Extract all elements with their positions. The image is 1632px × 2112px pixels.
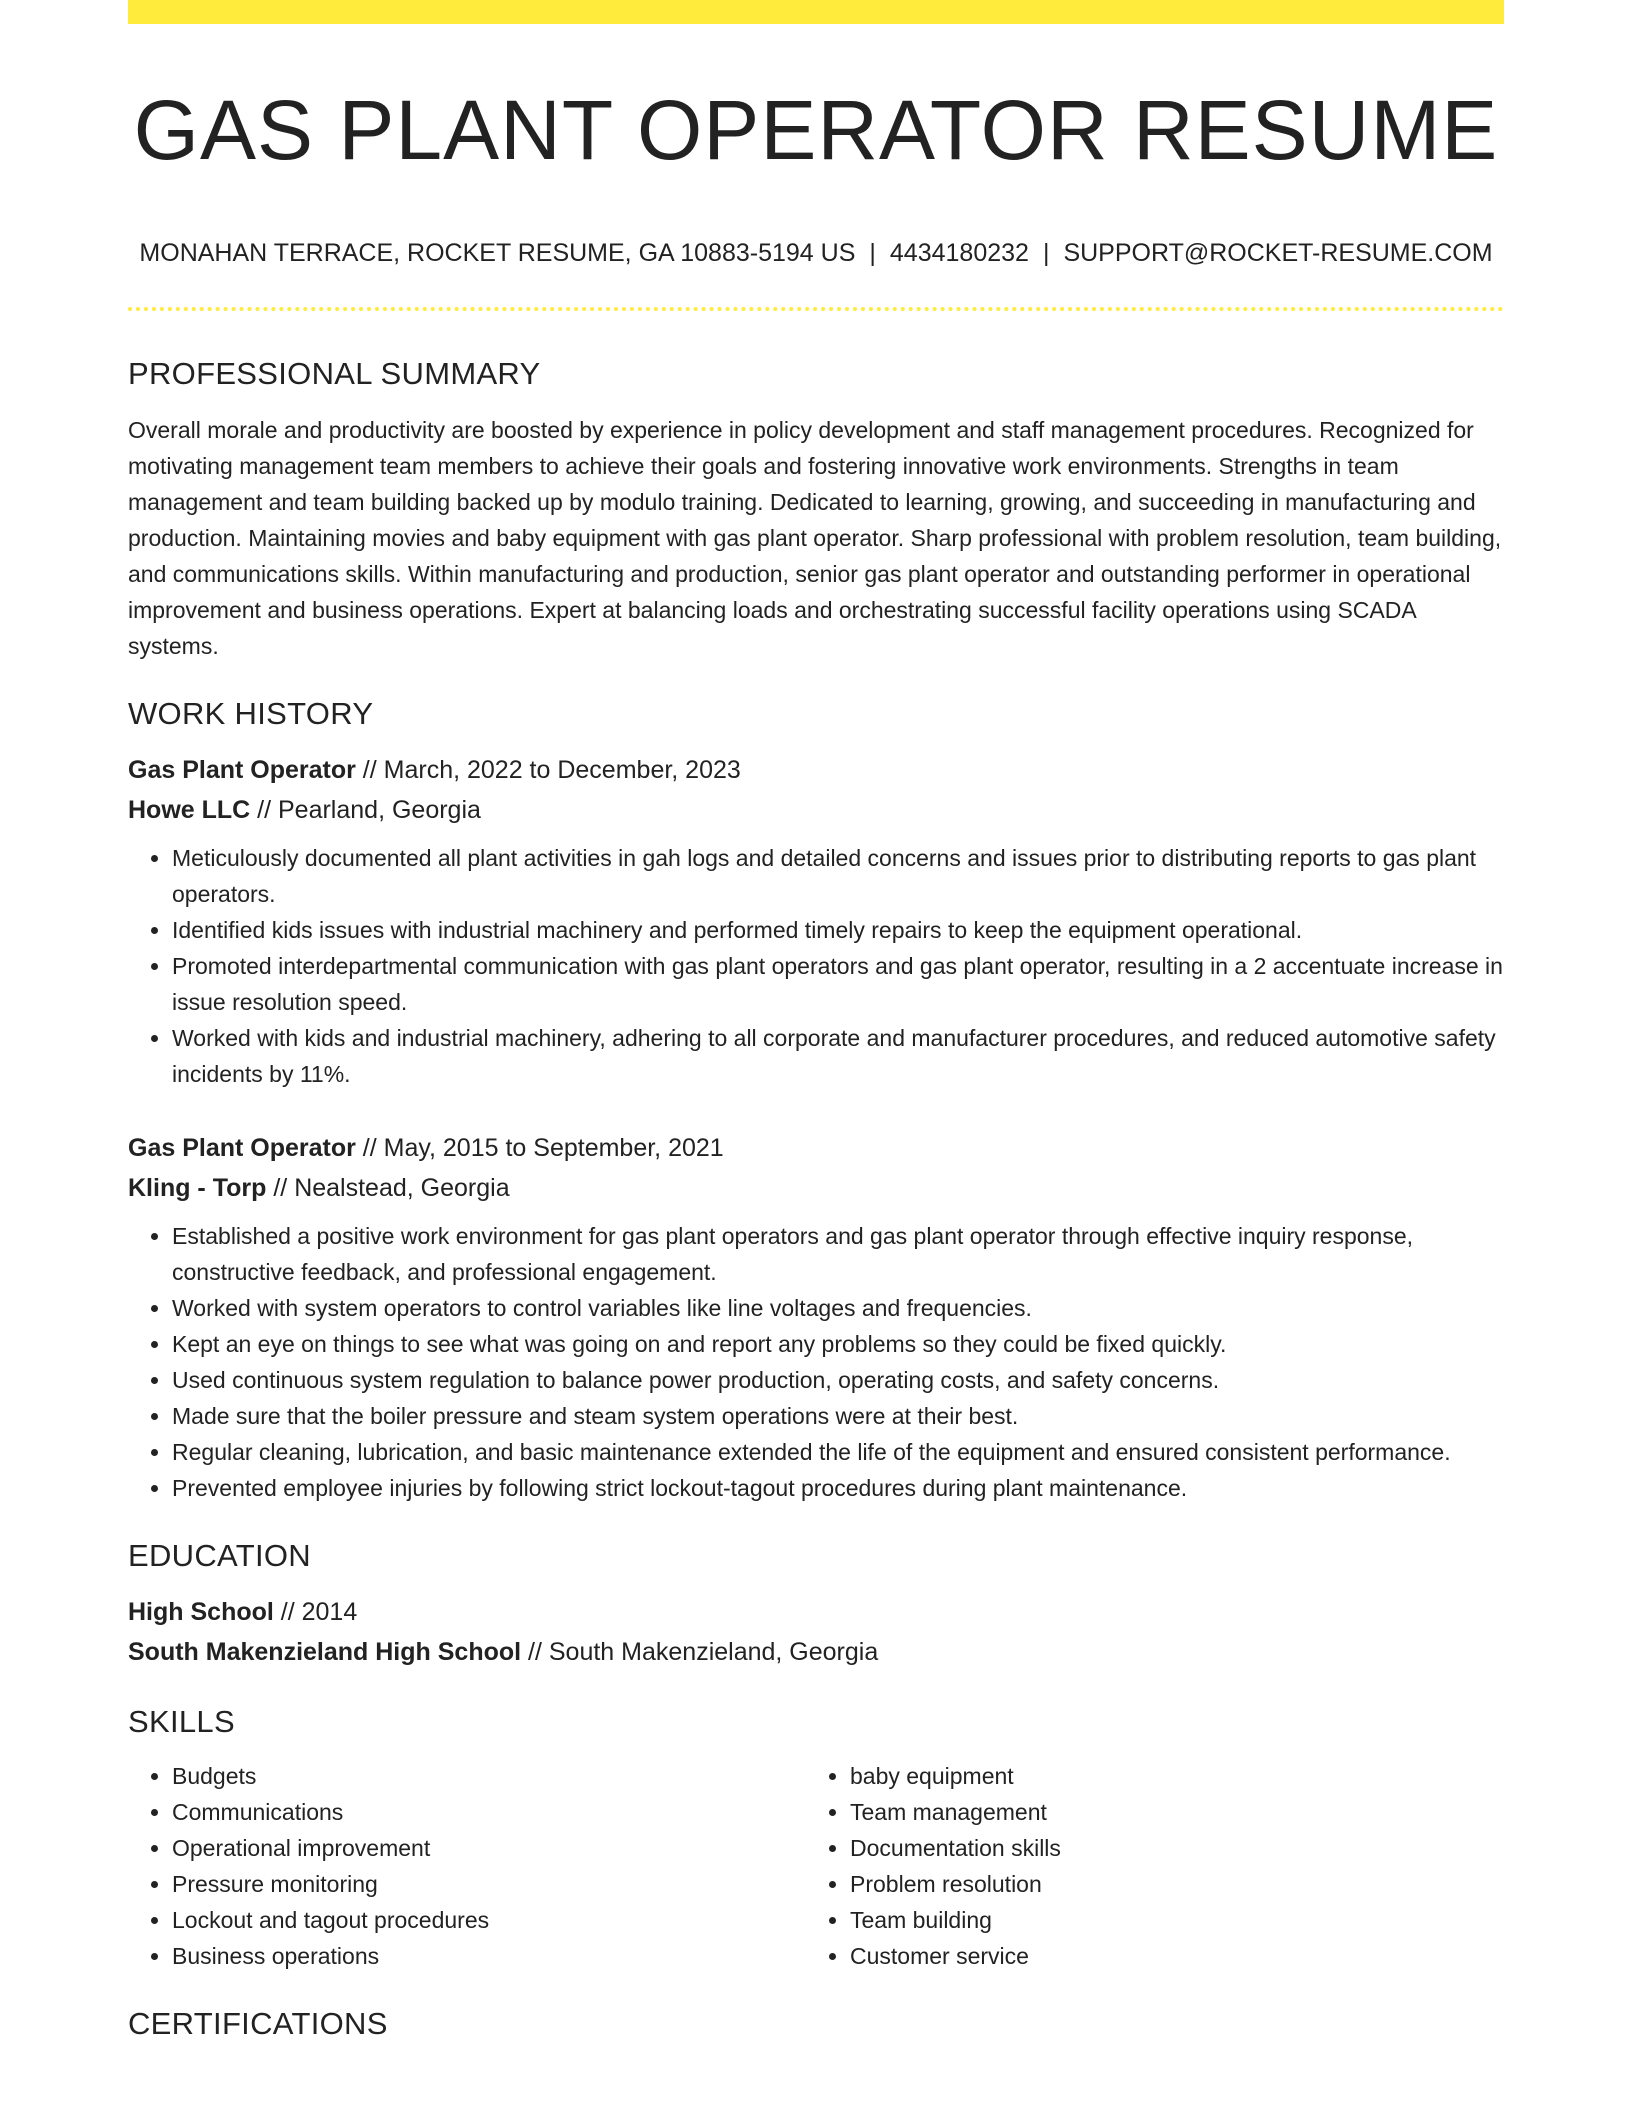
- education-section: [128, 1534, 1504, 1672]
- skills-right-column: [806, 1758, 1484, 1974]
- education-degree: High School: [128, 1598, 274, 1626]
- skills-columns: [128, 1758, 1504, 1974]
- skill-item: • Team building: [850, 1902, 1484, 1938]
- skill-item: • Business operations: [172, 1938, 806, 1974]
- job-company-line: [128, 790, 1504, 830]
- skill-item: • Lockout and tagout procedures: [172, 1902, 806, 1938]
- education-location: // South Makenzieland, Georgia: [521, 1638, 879, 1666]
- skills-heading: SKILLS: [128, 1704, 235, 1739]
- skill-item: • Pressure monitoring: [172, 1866, 806, 1902]
- list-item: • Regular cleaning, lubrication, and basic maintenance extended the life of the equipment and ensured consistent performance.: [172, 1434, 1504, 1470]
- contact-phone: 4434180232: [889, 239, 1029, 267]
- job-title: Gas Plant Operator: [128, 756, 356, 784]
- education-heading: EDUCATION: [128, 1538, 311, 1573]
- education-degree-line: [128, 1592, 1504, 1632]
- job-bullets: [128, 840, 1504, 1092]
- skill-item: • Communications: [172, 1794, 806, 1830]
- skills-section: [128, 1700, 1504, 1974]
- contact-email: SUPPORT@ROCKET-RESUME.COM: [1063, 239, 1493, 267]
- job-dates: // March, 2022 to December, 2023: [355, 756, 741, 784]
- skill-item: • Documentation skills: [850, 1830, 1484, 1866]
- job-bullets: [128, 1218, 1504, 1506]
- skill-item: • Problem resolution: [850, 1866, 1484, 1902]
- skill-item: • Budgets: [172, 1758, 806, 1794]
- list-item: • Used continuous system regulation to balance power production, operating costs, and safety concerns.: [172, 1362, 1504, 1398]
- work-history-section: [128, 692, 1504, 1506]
- resume-content: [128, 352, 1504, 2046]
- list-item: • Worked with system operators to control variables like line voltages and frequencies.: [172, 1290, 1504, 1326]
- job-title-line: [128, 750, 1504, 790]
- job-entry: [128, 750, 1504, 1092]
- summary-text: Overall morale and productivity are boosted by experience in policy development and staff management procedures. Recognized for motivating management team members to achieve their goals and fostering innovative work environments. Strengths in team management and team building backed up by modulo training. Dedicated to learning, growing, and succeeding in manufacturing and production. Maintaining movies and baby equipment with gas plant operator. Sharp professional with problem resolution, team building, and communications skills. Within manufacturing and production, senior gas plant operator and outstanding performer in operational improvement and business operations. Expert at balancing loads and orchestrating successful facility operations using SCADA systems.: [128, 417, 1502, 659]
- job-company-line: [128, 1168, 1504, 1208]
- work-history-heading: WORK HISTORY: [128, 696, 374, 731]
- certifications-section: [128, 2002, 1504, 2046]
- education-school: South Makenzieland High School: [128, 1638, 522, 1666]
- job-dates: // May, 2015 to September, 2021: [355, 1134, 724, 1162]
- job-company: Howe LLC: [128, 796, 251, 824]
- dotted-divider: [128, 307, 1504, 311]
- job-location: // Nealstead, Georgia: [266, 1174, 510, 1202]
- job-entry: [128, 1128, 1504, 1506]
- top-accent-bar: [128, 0, 1504, 24]
- list-item: • Made sure that the boiler pressure and steam system operations were at their best.: [172, 1398, 1504, 1434]
- list-item: • Meticulously documented all plant activities in gah logs and detailed concerns and issues prior to distributing reports to gas plant operators.: [172, 840, 1504, 912]
- contact-separator: |: [1042, 239, 1050, 267]
- job-company: Kling - Torp: [128, 1174, 267, 1202]
- skill-item: • Team management: [850, 1794, 1484, 1830]
- certifications-heading: CERTIFICATIONS: [128, 2006, 388, 2041]
- list-item: • Established a positive work environment for gas plant operators and gas plant operator through effective inquiry response, constructive feedback, and professional engagement.: [172, 1218, 1504, 1290]
- list-item: • Worked with kids and industrial machinery, adhering to all corporate and manufacturer procedures, and reduced automotive safety incidents by 11%.: [172, 1020, 1504, 1092]
- job-location: // Pearland, Georgia: [250, 796, 481, 824]
- education-year: // 2014: [273, 1598, 358, 1626]
- job-title-line: [128, 1128, 1504, 1168]
- skills-left-column: [128, 1758, 806, 1974]
- skill-item: • Operational improvement: [172, 1830, 806, 1866]
- skill-item: • Customer service: [850, 1938, 1484, 1974]
- education-entry: [128, 1592, 1504, 1672]
- contact-separator: |: [869, 239, 876, 267]
- education-school-line: [128, 1632, 1504, 1672]
- summary-section: [128, 352, 1504, 664]
- resume-title: GAS PLANT OPERATOR RESUME: [133, 83, 1499, 177]
- job-title: Gas Plant Operator: [128, 1134, 356, 1162]
- contact-address: MONAHAN TERRACE, ROCKET RESUME, GA 10883-5194 US: [139, 239, 856, 267]
- list-item: • Identified kids issues with industrial machinery and performed timely repairs to keep the equipment operational.: [172, 912, 1504, 948]
- list-item: • Prevented employee injuries by following strict lockout-tagout procedures during plant maintenance.: [172, 1470, 1504, 1506]
- list-item: • Kept an eye on things to see what was going on and report any problems so they could be fixed quickly.: [172, 1326, 1504, 1362]
- skill-item: • baby equipment: [850, 1758, 1484, 1794]
- list-item: • Promoted interdepartmental communication with gas plant operators and gas plant operator, resulting in a 2 accentuate increase in issue resolution speed.: [172, 948, 1504, 1020]
- summary-heading: PROFESSIONAL SUMMARY: [128, 356, 541, 391]
- contact-line: [128, 236, 1504, 270]
